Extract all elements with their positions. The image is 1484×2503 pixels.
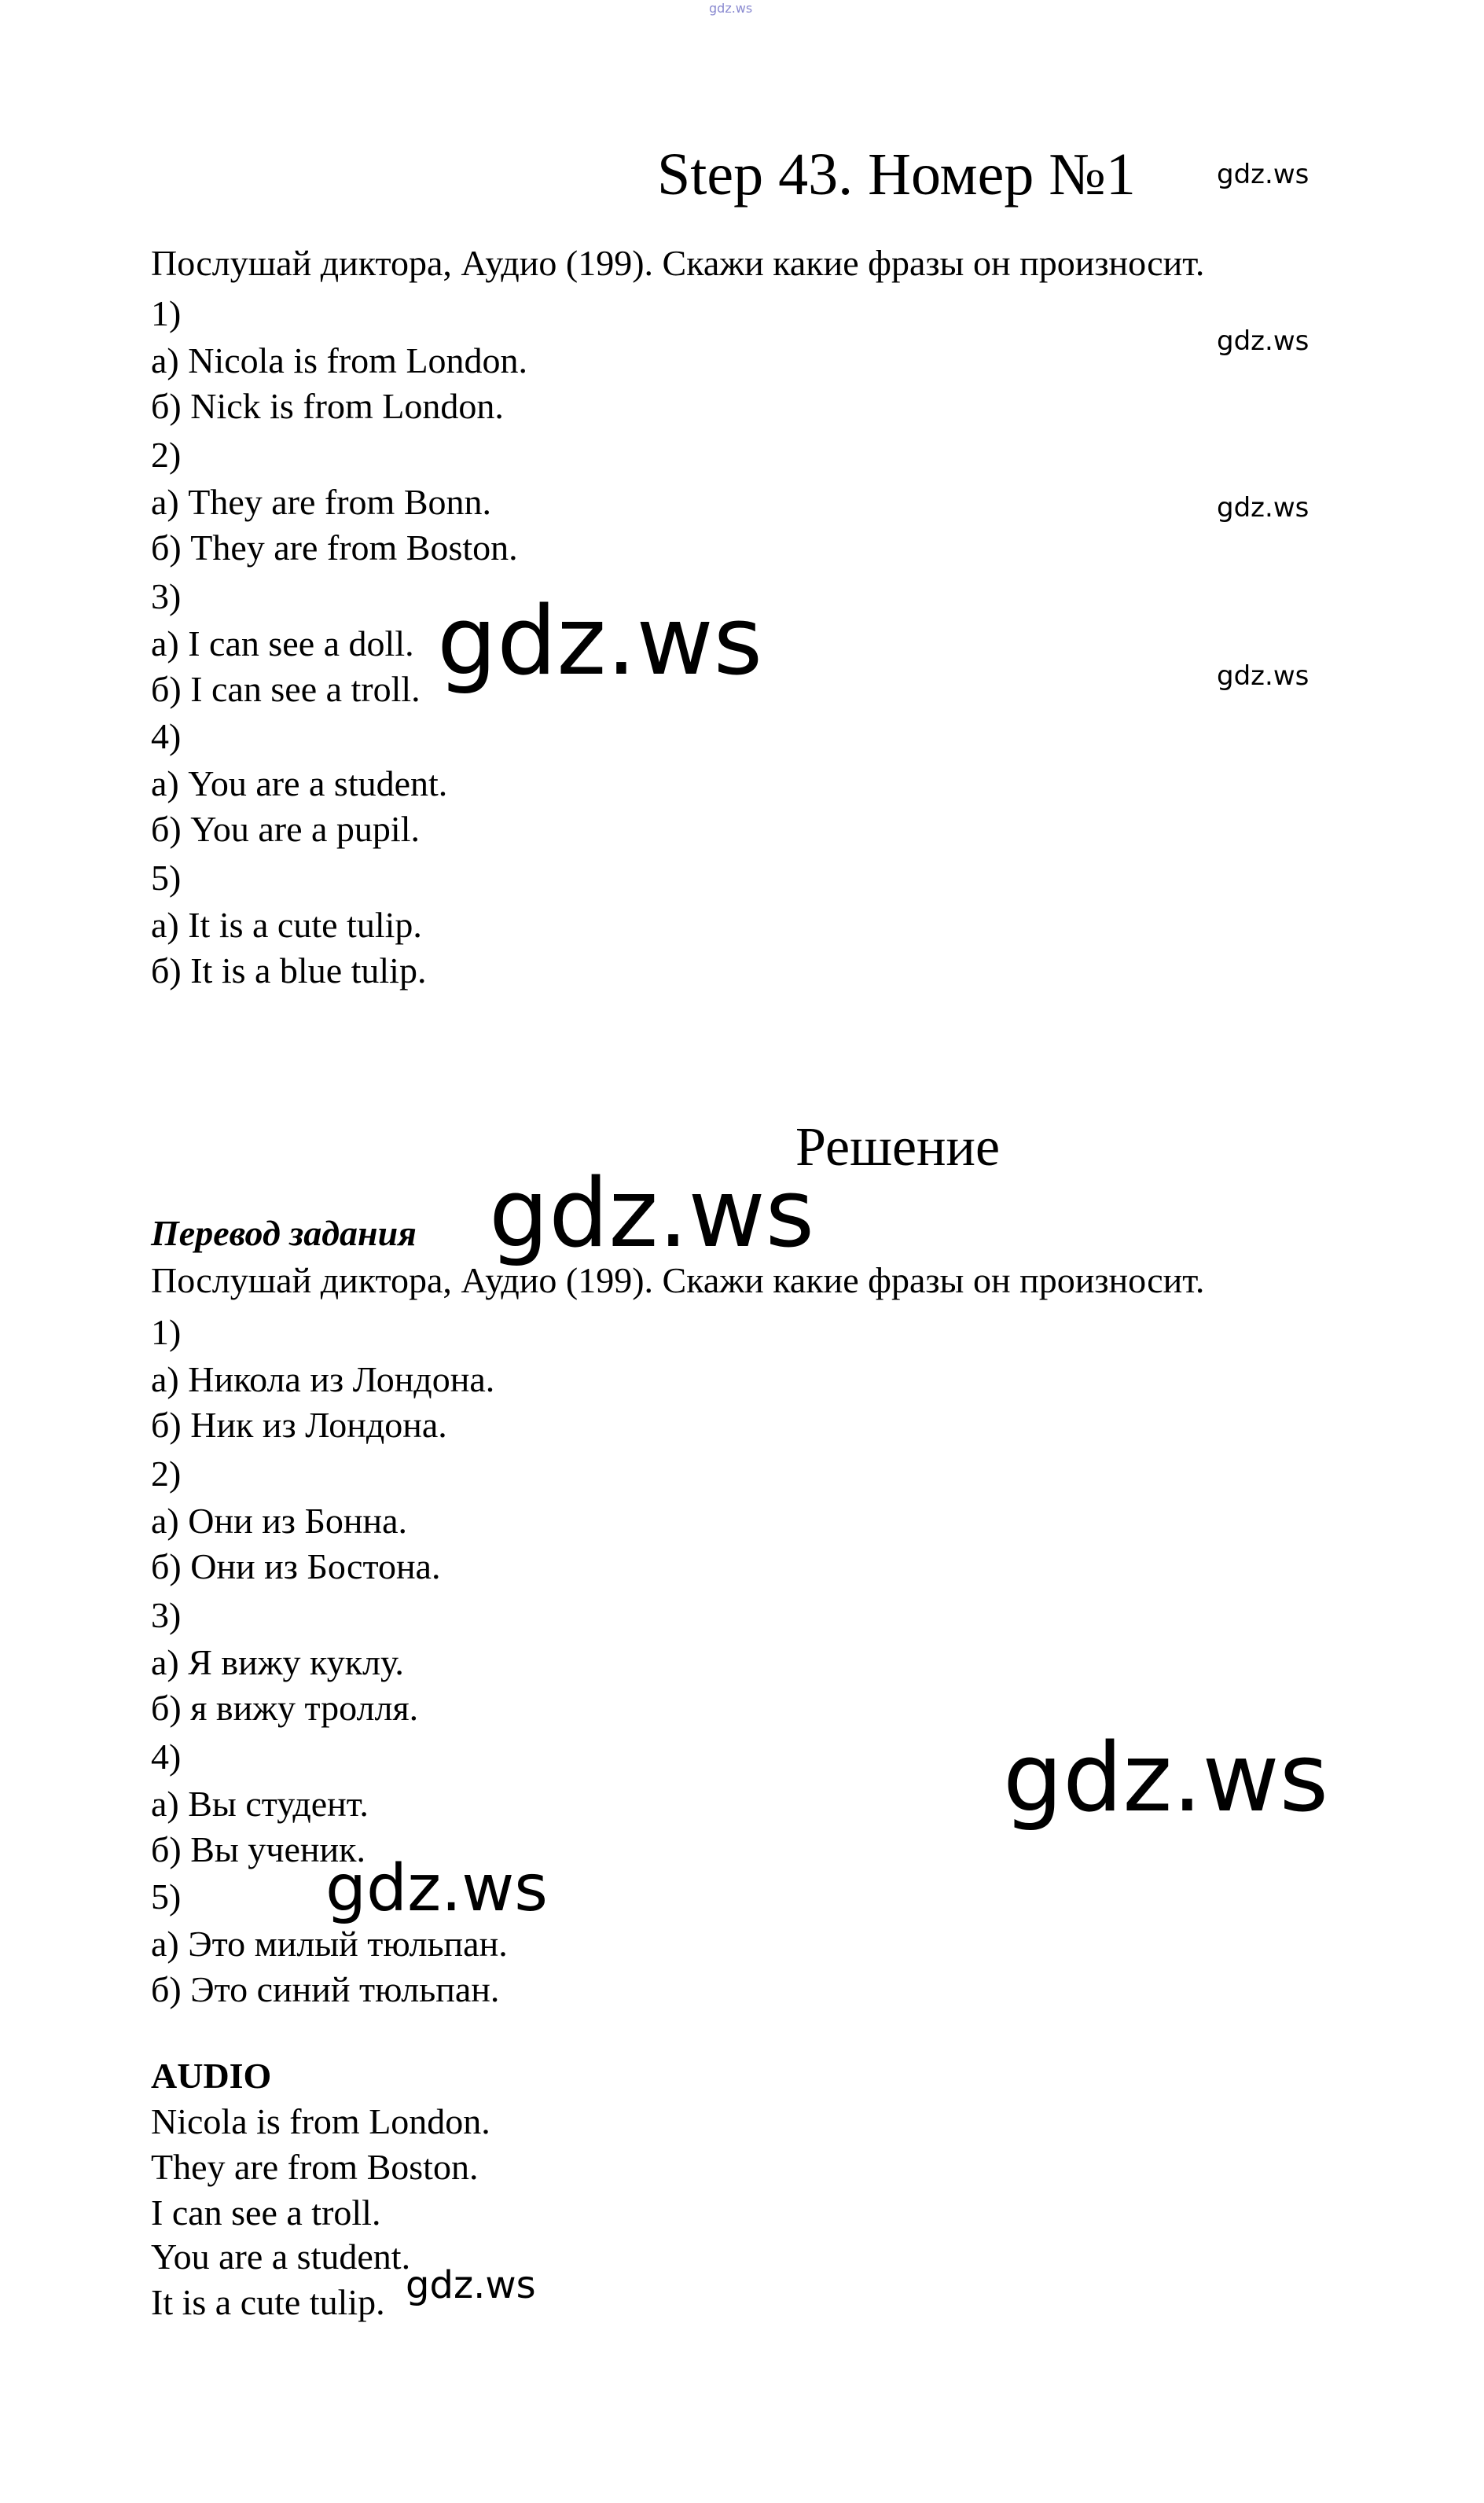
watermark-title: gdz.ws xyxy=(1217,159,1310,190)
solution-item-option-b: б) Ник из Лондона. xyxy=(151,1405,447,1445)
solution-item-option-a: а) Никола из Лондона. xyxy=(151,1359,495,1399)
task-item-option-a: а) They are from Bonn. xyxy=(151,482,492,522)
task-instruction: Послушай диктора, Аудио (199). Скажи какие фразы он произносит. xyxy=(151,243,1205,283)
task-item-number: 5) xyxy=(151,858,182,898)
watermark-large: gdz.ws xyxy=(489,1160,815,1269)
watermark-medium: gdz.ws xyxy=(325,1851,548,1926)
solution-item-option-b: б) Это синий тюльпан. xyxy=(151,1969,500,2009)
watermark-right: gdz.ws xyxy=(1217,492,1310,524)
task-item-number: 3) xyxy=(151,576,182,616)
task-item-option-b: б) I can see a troll. xyxy=(151,669,421,709)
solution-item-option-b: б) Вы ученик. xyxy=(151,1829,365,1869)
solution-item-number: 4) xyxy=(151,1737,182,1777)
solution-item-number: 3) xyxy=(151,1595,182,1635)
audio-line: I can see a troll. xyxy=(151,2192,381,2233)
watermark-large: gdz.ws xyxy=(437,587,763,697)
watermark-large: gdz.ws xyxy=(1003,1724,1329,1833)
watermark-right: gdz.ws xyxy=(1217,325,1310,357)
solution-item-option-b: б) Они из Бостона. xyxy=(151,1546,441,1586)
task-item-number: 1) xyxy=(151,293,182,333)
task-item-option-b: б) You are a pupil. xyxy=(151,809,420,849)
watermark-right: gdz.ws xyxy=(1217,660,1310,692)
watermark-bottom: gdz.ws xyxy=(406,2263,536,2307)
solution-item-number: 1) xyxy=(151,1312,182,1352)
task-item-option-a: а) You are a student. xyxy=(151,763,448,803)
solution-item-option-a: а) Вы студент. xyxy=(151,1784,369,1824)
task-item-option-b: б) It is a blue tulip. xyxy=(151,950,427,991)
audio-line: You are a student. xyxy=(151,2237,411,2277)
solution-item-number: 2) xyxy=(151,1454,182,1494)
audio-label: AUDIO xyxy=(151,2056,272,2096)
solution-heading: Решение xyxy=(795,1117,1001,1178)
task-item-option-a: а) It is a cute tulip. xyxy=(151,905,422,945)
task-item-option-a: а) Nicola is from London. xyxy=(151,340,528,380)
solution-item-option-a: а) Я вижу куклу. xyxy=(151,1642,404,1682)
task-item-option-a: а) I can see a doll. xyxy=(151,623,414,663)
solution-item-number: 5) xyxy=(151,1876,182,1917)
task-item-option-b: б) Nick is from London. xyxy=(151,386,504,426)
solution-instruction: Послушай диктора, Аудио (199). Скажи какие фразы он произносит. xyxy=(151,1260,1205,1300)
audio-line: They are from Boston. xyxy=(151,2147,479,2187)
solution-item-option-a: а) Это милый тюльпан. xyxy=(151,1924,508,1964)
task-item-number: 4) xyxy=(151,716,182,756)
solution-item-option-b: б) я вижу тролля. xyxy=(151,1688,419,1728)
page-title: Step 43. Номер №1 xyxy=(657,142,1136,208)
translation-label: Перевод задания xyxy=(151,1213,417,1253)
audio-line: It is a cute tulip. xyxy=(151,2282,385,2322)
watermark-top: gdz.ws xyxy=(709,1,753,16)
task-item-option-b: б) They are from Boston. xyxy=(151,527,518,568)
solution-item-option-a: а) Они из Бонна. xyxy=(151,1501,408,1541)
audio-line: Nicola is from London. xyxy=(151,2101,490,2141)
task-item-number: 2) xyxy=(151,435,182,475)
